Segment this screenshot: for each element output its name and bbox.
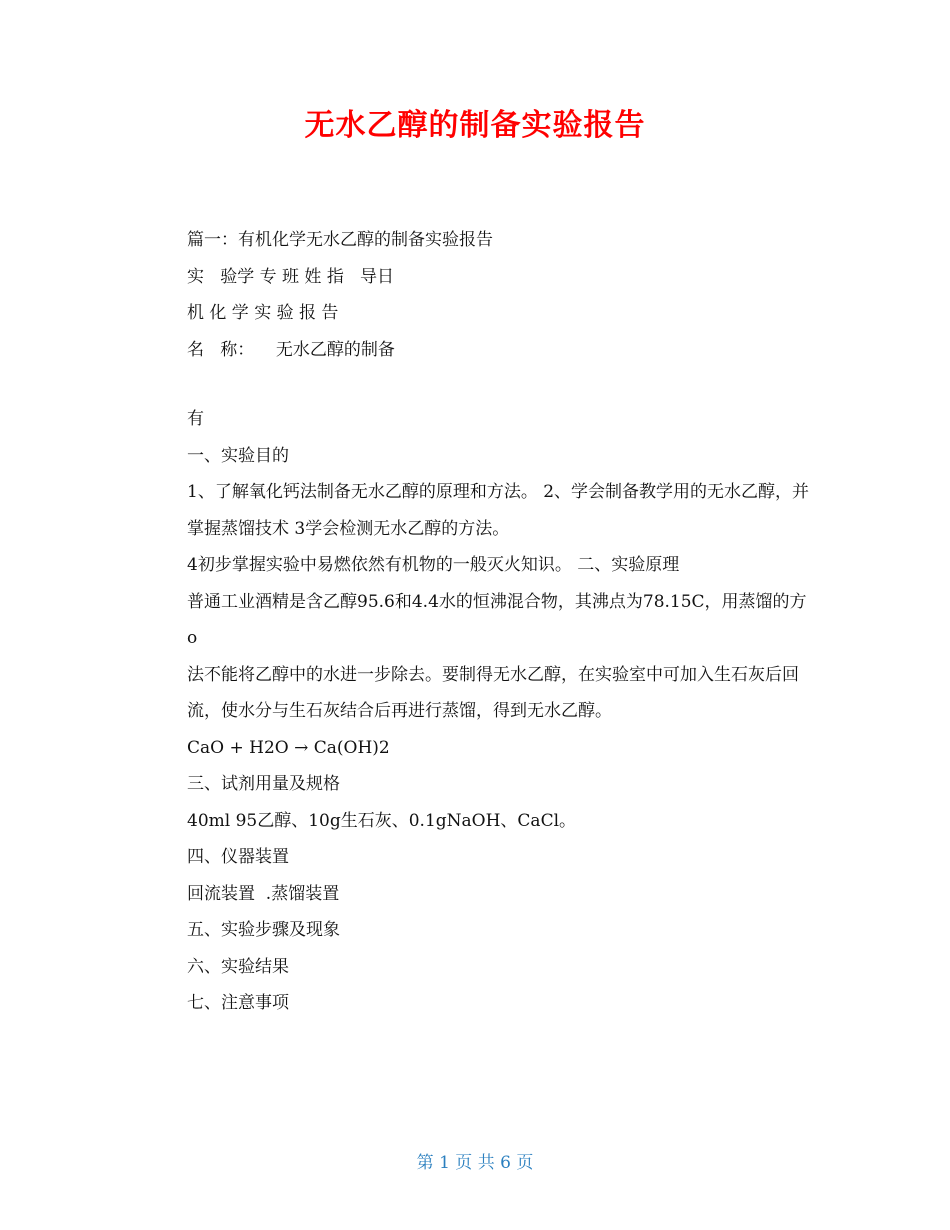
section-heading-reagents: 三、试剂用量及规格: [187, 774, 340, 794]
section-heading-purpose: 一、实验目的: [187, 445, 289, 466]
experiment-name-row: 名 称： 无水乙醇的制备: [187, 339, 395, 360]
apparatus-list: 回流装置 .蒸馏装置: [187, 883, 340, 904]
paragraph-purpose: 1、了解氧化钙法制备无水乙醇的原理和方法。 2、学会制备教学用的无水乙醇，并掌握蒸馏技术 3学会检测无水乙醇的方法。: [187, 482, 810, 539]
section-heading-notes: 七、注意事项: [187, 993, 289, 1013]
section-heading-part-one: 篇一：有机化学无水乙醇的制备实验报告: [187, 230, 493, 250]
blank-gap: [140, 368, 810, 401]
paragraph-line: 4初步掌握实验中易燃依然有机物的一般灭火知识。 二、实验原理: [187, 555, 680, 575]
paragraph-principle-continued: 法不能将乙醇中的水进一步除去。要制得无水乙醇，在实验室中可加入生石灰后回流，使水分与生石灰结合后再进行蒸馏，得到无水乙醇。: [187, 664, 799, 721]
paragraph-line: o: [187, 628, 198, 648]
section-heading-results: 六、实验结果: [187, 956, 289, 977]
paragraph-principle: 普通工业酒精是含乙醇95.6和4.4水的恒沸混合物，其沸点为78.15C，用蒸馏的方: [187, 591, 807, 612]
chemical-equation: CaO + H2O → Ca(OH)2: [187, 737, 390, 758]
report-header-row: 机 化 学 实 验 报 告: [187, 303, 339, 323]
document-title: 无水乙醇的制备实验报告: [304, 108, 646, 143]
page-number-footer: 第 1 页 共 6 页: [416, 1153, 534, 1173]
paragraph-line: 有: [187, 409, 204, 429]
document-body: [140, 222, 810, 1022]
report-header-row: 实 验学 专 班 姓 指 导日: [187, 266, 395, 287]
section-heading-procedure: 五、实验步骤及现象: [187, 920, 340, 940]
reagent-list: 40ml 95乙醇、10g生石灰、0.1gNaOH、CaCl。: [187, 810, 577, 831]
section-heading-apparatus: 四、仪器装置: [187, 847, 289, 867]
